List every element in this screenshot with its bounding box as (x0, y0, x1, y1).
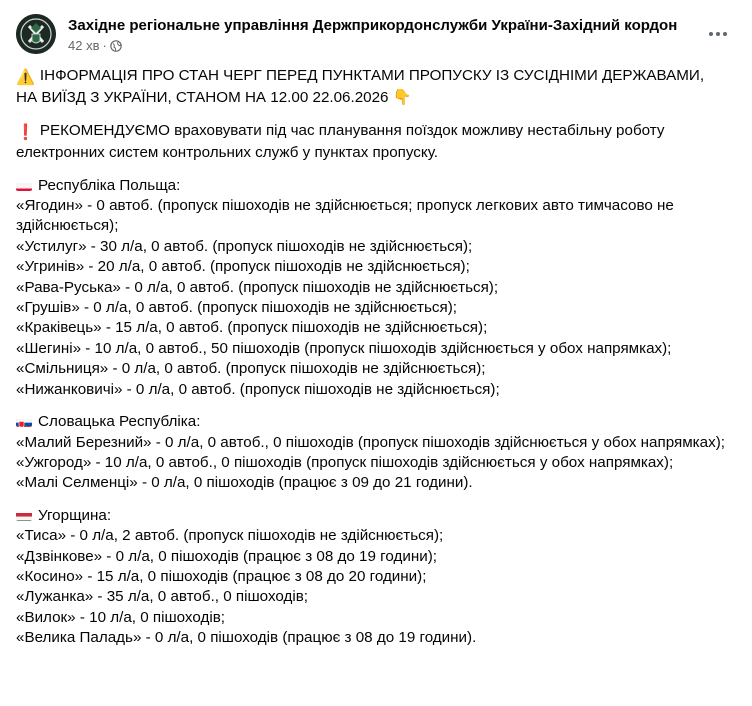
list-item: «Велика Паладь» - 0 л/а, 0 пішоходів (працює з 08 до 19 години). (16, 629, 477, 647)
headline-line-1: ІНФОРМАЦІЯ ПРО СТАН ЧЕРГ ПЕРЕД ПУНКТАМИ ПРОПУСКУ ІЗ СУСІДНІМИ ДЕРЖАВАМИ, (39, 67, 705, 84)
post-meta (68, 38, 122, 54)
recommendation-line-1: РЕКОМЕНДУЄМО враховувати під час планування поїздок можливу нестабільну роботу (39, 121, 665, 139)
post-time[interactable]: 42 хв (68, 38, 100, 53)
list-item: «Лужанка» - 35 л/а, 0 автоб., 0 пішоходів; (16, 588, 309, 606)
list-item: «Косино» - 15 л/а, 0 пішоходів (працює з 08 до 20 години); (16, 567, 427, 585)
list-item: «Нижанковичі» - 0 л/а, 0 автоб. (пропуск пішоходів не здійснюється); (16, 380, 500, 398)
section-poland (16, 176, 736, 400)
country-heading: Словацька Республіка: (38, 413, 201, 431)
list-item: «Ягодин» - 0 автоб. (пропуск пішоходів не здійснюється; пропуск легкових авто тимчасово не здійснюється); (16, 197, 674, 235)
page-name-link[interactable]: Західне регіональне управління Держприкордонслужби України-Західний кордон (68, 17, 678, 34)
section-hungary (16, 506, 736, 649)
recommendation-line-2: електронних систем контрольних служб у пунктах пропуску. (16, 144, 438, 162)
meta-separator: · (102, 38, 107, 53)
list-item: «Рава-Руська» - 0 л/а, 0 автоб. (пропуск пішоходів не здійснюється); (16, 278, 499, 296)
list-item: «Дзвінкове» - 0 л/а, 0 пішоходів (працює з 08 до 19 години); (16, 547, 437, 565)
list-item: «Смільниця» - 0 л/а, 0 автоб. (пропуск пішоходів не здійснюється); (16, 360, 486, 378)
list-item: «Малий Березний» - 0 л/а, 0 автоб., 0 пішоходів (пропуск пішоходів здійснюється у обох напрямках); (16, 433, 725, 451)
country-heading: Республіка Польща: (38, 176, 181, 194)
list-item: «Шегині» - 10 л/а, 0 автоб., 50 пішоходів (пропуск пішоходів здійснюється у обох напрямках); (16, 339, 672, 357)
globe-icon (110, 40, 122, 52)
more-options-icon[interactable] (706, 22, 730, 46)
list-item: «Тиса» - 0 л/а, 2 автоб. (пропуск пішоходів не здійснюється); (16, 527, 444, 545)
recommendation (16, 121, 736, 164)
headline (16, 66, 736, 109)
post-header (16, 14, 736, 58)
list-item: «Вилок» - 10 л/а, 0 пішоходів; (16, 608, 225, 626)
slovakia-flag-icon (16, 416, 32, 427)
border-guard-emblem-icon[interactable] (16, 14, 56, 54)
list-item: «Ужгород» - 10 л/а, 0 автоб., 0 пішоходів (пропуск пішоходів здійснюється у обох напрямках); (16, 453, 674, 471)
list-item: «Малі Селменці» - 0 л/а, 0 пішоходів (працює з 09 до 21 години). (16, 474, 473, 492)
hungary-flag-icon (16, 510, 32, 521)
country-heading: Угорщина: (38, 506, 112, 524)
section-slovakia (16, 412, 736, 494)
warning-emoji: ⚠️ (16, 69, 35, 86)
headline-line-2: НА ВИЇЗД З УКРАЇНИ, СТАНОМ НА 12.00 22.06.2026 👇 (16, 89, 412, 107)
exclamation-emoji: ❗ (16, 123, 35, 141)
poland-flag-icon (16, 180, 32, 191)
list-item: «Грушів» - 0 л/а, 0 автоб. (пропуск пішоходів не здійснюється); (16, 299, 457, 317)
list-item: «Краківець» - 15 л/а, 0 автоб. (пропуск пішоходів не здійснюється); (16, 319, 488, 337)
post-body (16, 66, 736, 661)
list-item: «Устилуг» - 30 л/а, 0 автоб. (пропуск пішоходів не здійснюється); (16, 237, 473, 255)
list-item: «Угринів» - 20 л/а, 0 автоб. (пропуск пішоходів не здійснюється); (16, 258, 470, 276)
